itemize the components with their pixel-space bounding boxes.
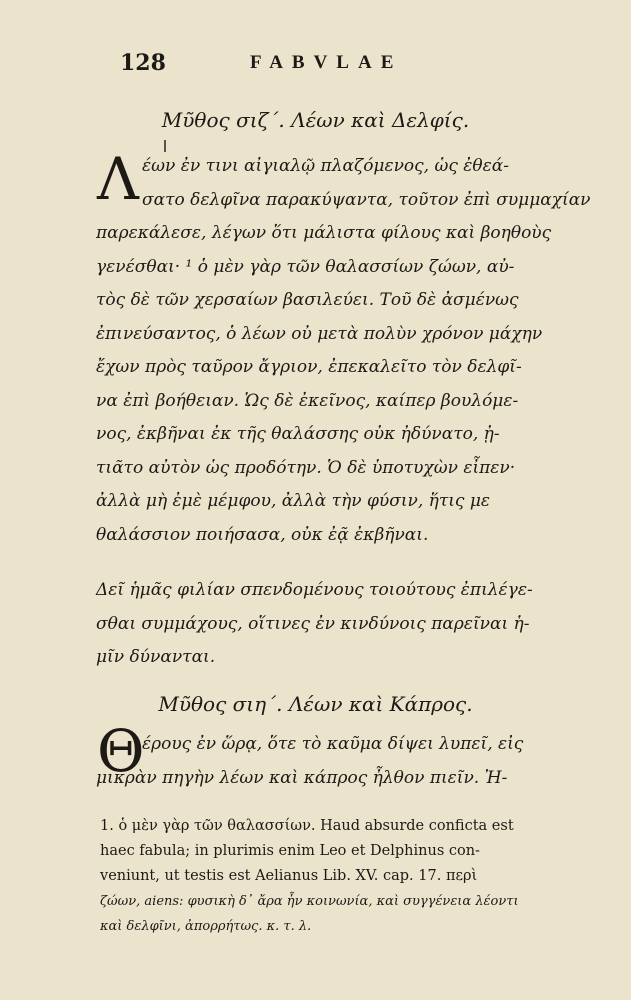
page-header	[120, 50, 440, 76]
footnote-line: 1. ὁ μὲν γὰρ τῶν θαλασσίων. Haud absurde conficta est	[100, 818, 514, 834]
text-line: έρους ἐν ὥρᾳ, ὅτε τὸ καῦμα δίψει λυπεῖ, εἰς	[142, 734, 524, 754]
text-line: μικρὰν πηγὴν λέων καὶ κάπρος ἦλθον πιεῖν. Ἠ-	[96, 767, 508, 788]
text-line: ἔχων πρὸς ταῦρον ἄγριον, ἐπεκαλεῖτο τὸν δελφῖ-	[96, 357, 522, 377]
running-head: FABVLAE	[250, 52, 403, 73]
drop-cap-theta: Θ	[97, 717, 145, 785]
drop-cap-lambda: Λ	[97, 145, 139, 213]
fable-216-text	[96, 145, 591, 552]
fable-218-text	[96, 728, 536, 795]
text-line: νος, ἐκβῆναι ἐκ τῆς θαλάσσης οὐκ ἠδύνατο, ᾐ-	[96, 424, 500, 444]
text-line: Δεῖ ἡμᾶς φιλίαν σπενδομένους τοιούτους ἐπιλέγε-	[96, 580, 533, 600]
text-line: σθαι συμμάχους, οἵτινες ἐν κινδύνοις παρεῖναι ἡ-	[96, 613, 530, 634]
text-line: ἐπινεύσαντος, ὁ λέων οὐ μετὰ πολὺν χρόνον μάχην	[96, 323, 543, 344]
fable-title-218: Μῦθος σιη΄. Λέων καὶ Κάπρος.	[158, 692, 473, 716]
text-line: ἀλλὰ μὴ ἐμὲ μέμφου, ἀλλὰ τὴν φύσιν, ἥτις με	[96, 491, 490, 511]
page-number: 128	[120, 50, 166, 76]
text-line: μῖν δύνανται.	[96, 647, 216, 667]
footnote-line: ζώων, aiens: φυσικὴ δ᾽ ἄρα ἦν κοινωνία, καὶ συγγένεια λέοντι	[100, 894, 519, 909]
text-line: έων ἐν τινι αἰγιαλῷ πλαζόμενος, ὡς ἐθεά-	[142, 156, 509, 176]
fable-title-216: Μῦθος σιζ΄. Λέων καὶ Δελφίς.	[161, 108, 470, 132]
text-line: σατο δελφῖνα παρακύψαντα, τοῦτον ἐπὶ συμμαχίαν	[142, 189, 591, 210]
footnote-line: veniunt, ut testis est Aelianus Lib. XV. cap. 17. περὶ	[100, 868, 478, 884]
text-line: να ἐπὶ βοήθειαν. Ὡς δὲ ἐκεῖνος, καίπερ βουλόμε-	[96, 390, 519, 411]
text-line: θαλάσσιον ποιήσασα, οὐκ ἐᾷ ἐκβῆναι.	[96, 524, 429, 545]
moral-text	[96, 574, 536, 675]
text-line: τιᾶτο αὐτὸν ὡς προδότην. Ὁ δὲ ὑποτυχὼν εἶπεν·	[96, 457, 516, 478]
footnote	[100, 814, 540, 939]
text-line: παρεκάλεσε, λέγων ὅτι μάλιστα φίλους καὶ βοηθοὺς	[96, 223, 552, 243]
text-line: γενέσθαι· ¹ ὁ μὲν γὰρ τῶν θαλασσίων ζώων, αὐ-	[96, 256, 515, 277]
footnote-line: haec fabula; in plurimis enim Leo et Delphinus con-	[100, 843, 480, 859]
footnote-line: καὶ δελφῖνι, ἀπορρήτως. κ. τ. λ.	[100, 919, 312, 934]
text-line: τὸς δὲ τῶν χερσαίων βασιλεύει. Τοῦ δὲ ἀσμένως	[96, 290, 519, 310]
